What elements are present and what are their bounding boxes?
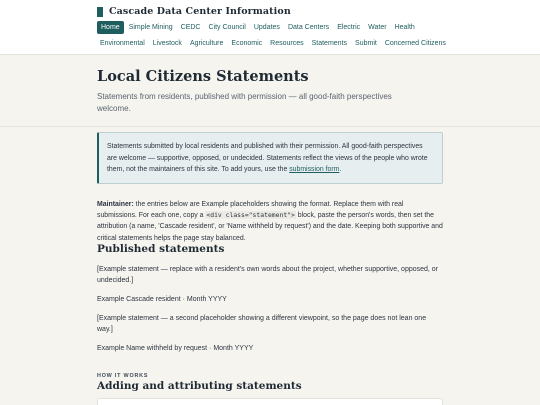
nav-city-council[interactable]: City Council: [208, 24, 246, 31]
main-nav-row-1: [97, 21, 420, 34]
nav-home[interactable]: Home: [97, 21, 124, 34]
info-callout: [97, 132, 443, 184]
site-title: Cascade Data Center Information: [109, 6, 291, 17]
code-snippet: <div class="statement">: [206, 211, 295, 220]
published-heading: Published statements: [97, 243, 225, 255]
page-title: Local Citizens Statements: [97, 68, 309, 85]
nav-updates[interactable]: Updates: [253, 24, 280, 31]
submission-form-link[interactable]: submission form: [289, 166, 340, 174]
how-it-works-heading: Adding and attributing statements: [97, 380, 302, 392]
how-it-works-eyebrow: HOW IT WORKS: [97, 373, 149, 379]
maintainer-label: Maintainer:: [97, 201, 134, 208]
statement-text: [Example statement — replace with a resident's own words about the project, whether supportive, opposed, or undecided.]: [97, 266, 439, 285]
nav-simple-mining[interactable]: Simple Mining: [128, 24, 173, 31]
nav-cedc[interactable]: CEDC: [180, 24, 201, 31]
page-subtitle: Statements from residents, published with permission — all good-faith perspectives welcome.: [97, 92, 392, 113]
nav-data-centers[interactable]: Data Centers: [287, 24, 330, 31]
nav-health[interactable]: Health: [394, 24, 415, 31]
nav-environmental[interactable]: Environmental: [100, 40, 145, 47]
statement-attribution: Example Name withheld by request · Month YYYY: [97, 345, 254, 352]
site-header: [0, 0, 540, 55]
maintainer-note: Maintainer: the entries below are Example placeholders showing the format. Replace them with real submissions. For each one, copy a <div class="statement"> block, paste the person's words, then set the attribution (a name, 'Cascade resident', or 'Name withheld by request') and the date. Keeping both supportive and critical statements helps the page stay balanced.: [97, 201, 443, 242]
section-divider: [0, 126, 540, 127]
nav-submit[interactable]: Submit: [355, 40, 377, 47]
callout-text: Statements submitted by local residents and published with their permission. All good-faith perspectives are welcome — supportive, opposed, or undecided. Statements reflect the views of the people who wrote them, not the maintainers of this site. To add yours, use the submission form.: [107, 143, 428, 174]
main-nav-row-2: [97, 37, 451, 50]
nav-livestock[interactable]: Livestock: [152, 40, 182, 47]
statement-attribution: Example Cascade resident · Month YYYY: [97, 296, 227, 303]
site-brand[interactable]: [97, 6, 291, 17]
nav-electric[interactable]: Electric: [337, 24, 361, 31]
how-it-works-card: [97, 398, 443, 405]
statement-text: [Example statement — a second placeholder showing a different viewpoint, so the page does not lean one way.]: [97, 315, 427, 334]
nav-economic[interactable]: Economic: [231, 40, 263, 47]
nav-resources[interactable]: Resources: [270, 40, 304, 47]
nav-concerned-citizens[interactable]: Concerned Citizens: [384, 40, 446, 47]
nav-agriculture[interactable]: Agriculture: [189, 40, 224, 47]
nav-statements[interactable]: Statements: [311, 40, 348, 47]
nav-water[interactable]: Water: [368, 24, 387, 31]
brand-logo-icon: [97, 7, 103, 17]
